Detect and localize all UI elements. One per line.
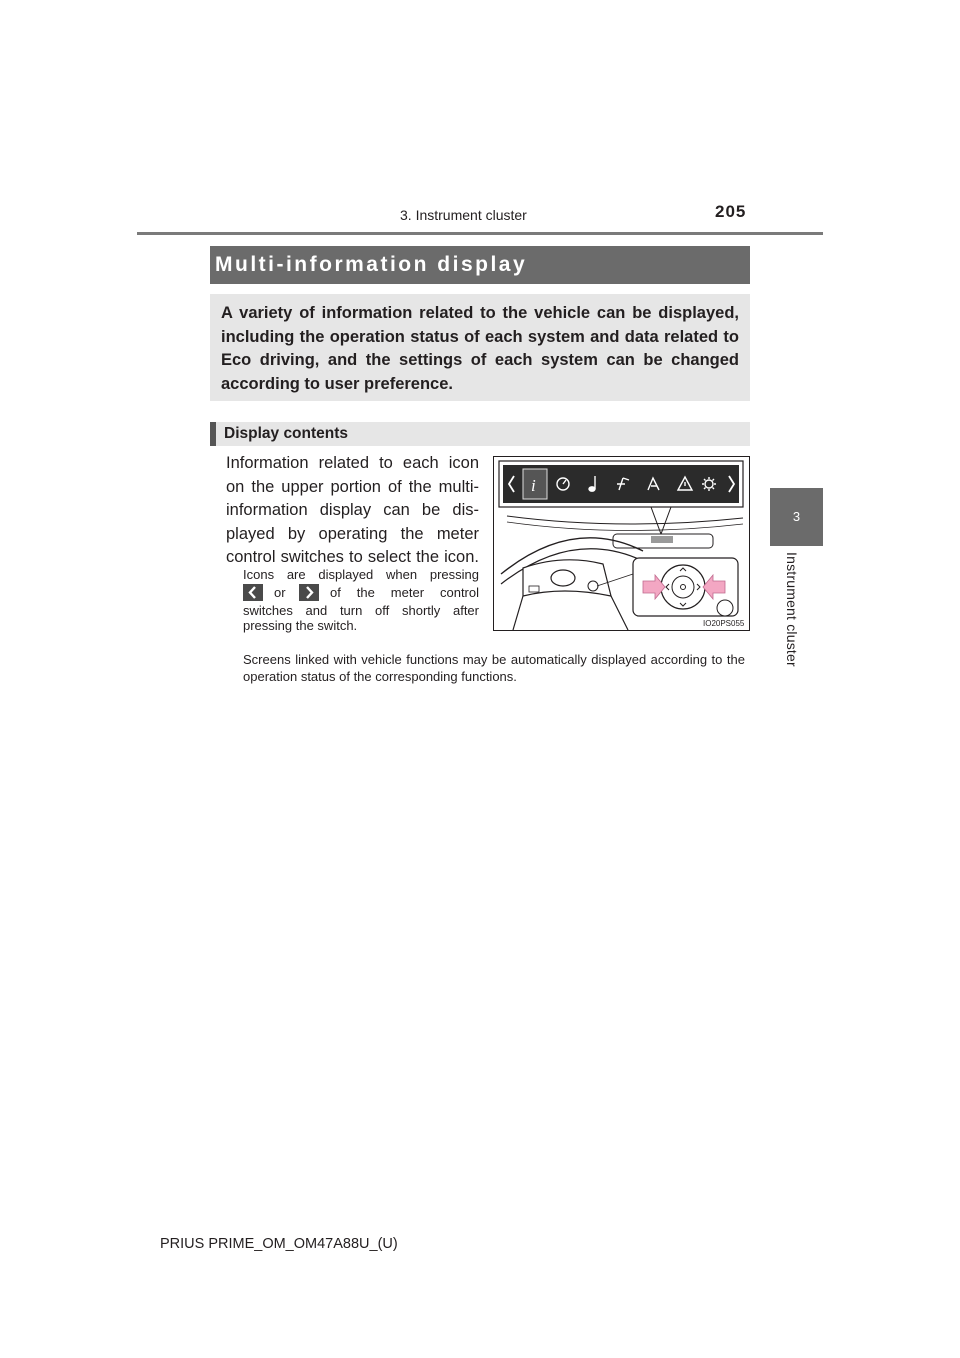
svg-text:i: i (531, 476, 536, 495)
body-line: information display can be dis- (226, 501, 479, 519)
chevron-left-icon (243, 584, 263, 601)
note-or: or (274, 584, 286, 600)
chevron-left-icon-glyph (243, 584, 263, 601)
chevron-right-icon-glyph (299, 584, 319, 601)
chevron-right-icon (299, 584, 319, 601)
subsection-bar (210, 422, 750, 446)
footer-doc-id: PRIUS PRIME_OM_OM47A88U_(U) (160, 1236, 398, 1252)
body-line: Information related to each icon (226, 454, 479, 472)
instrument-panel-illustration (493, 456, 750, 631)
instrument-panel-figure (493, 456, 750, 631)
body-line: on the upper portion of the multi- (226, 477, 479, 496)
intro-text: A variety of information related to the vehicle can be displayed, including the operation status of each system and data related to Eco driving, and the settings of each system can be changed according to user preference. (221, 304, 739, 393)
chapter-tab: 3 (770, 488, 823, 546)
body-line: control switches to select the icon. (226, 548, 479, 566)
note-icons-display (243, 567, 479, 634)
section-banner (210, 246, 750, 284)
note-line: switches and turn off shortly after (243, 602, 479, 618)
note-linked-screens: Screens linked with vehicle functions may be automatically displayed according to the operation status of the corresponding functions. (243, 652, 745, 684)
header-rule (137, 232, 823, 235)
note-line: of the meter control (330, 584, 479, 600)
chapter-label: Instrument cluster (784, 552, 800, 667)
body-paragraph (226, 452, 479, 570)
note-line: Icons are displayed when pressing (243, 567, 479, 582)
body-line: played by operating the meter (226, 524, 479, 543)
subsection-marker (210, 422, 216, 446)
intro-box (210, 294, 750, 401)
note-button-row (243, 583, 479, 603)
header-section-title: 3. Instrument cluster (400, 207, 527, 223)
subsection-title: Display contents (224, 425, 349, 442)
section-title: Multi-information display (215, 253, 528, 276)
figure-code: IO20PS055 (703, 619, 745, 628)
page-number: 205 (715, 202, 747, 221)
note-line: pressing the switch. (243, 618, 358, 633)
